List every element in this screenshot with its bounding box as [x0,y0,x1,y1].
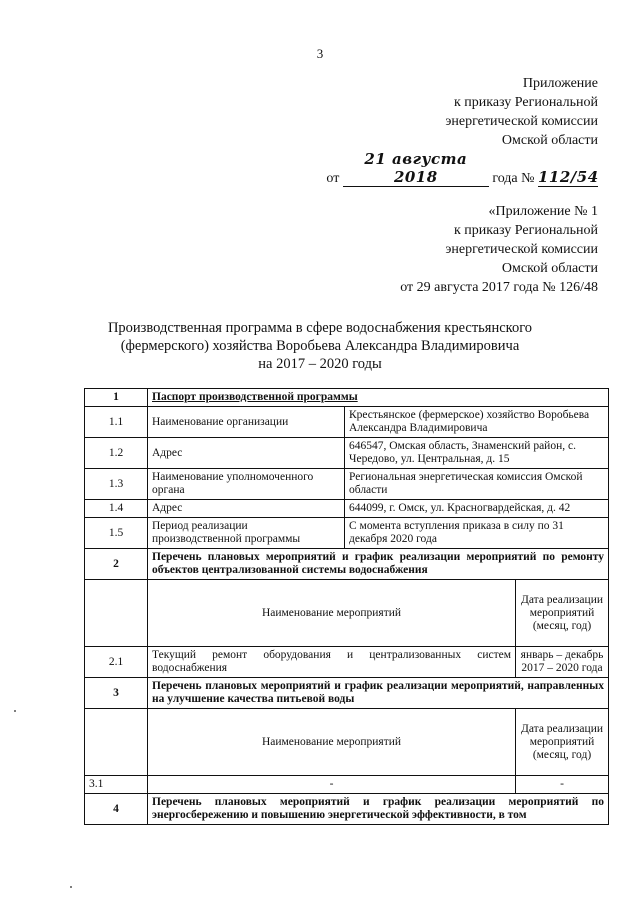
row-value: Региональная энергетическая комиссия Омской области [345,469,609,500]
table-row [85,647,609,678]
table-row [85,407,609,438]
approval-date-line [326,150,598,188]
table-row [85,469,609,500]
approval-from-label: от [326,171,340,186]
title-line: (фермерского) хозяйства Воробьева Александра Владимировича [120,338,520,354]
activity-name: - [148,776,516,794]
column-header-date: Дата реализации мероприятий (месяц, год) [516,580,609,647]
section-number: 4 [85,794,148,825]
row-label: Наименование уполномоченного органа [148,469,345,500]
section-header-row [85,389,609,407]
row-number: 1.3 [85,469,148,500]
row-value: 644099, г. Омск, ул. Красногвардейская, д. 42 [345,500,609,518]
section-title: Паспорт производственной программы [148,389,609,407]
empty-cell [85,580,148,647]
approval-line: Омской области [501,261,598,276]
approval-line: энергетической комиссии [445,114,598,129]
handwritten-date: 21 августа 2018 [343,150,489,187]
column-header-name: Наименование мероприятий [148,580,516,647]
section-title: Перечень плановых мероприятий и график реализации мероприятий, направленных на улучшение качества питьевой воды [148,678,609,709]
section-number: 2 [85,549,148,580]
row-value: Крестьянское (фермерское) хозяйство Воробьева Александра Владимировича [345,407,609,438]
production-program-table [84,388,609,825]
activity-date: январь – декабрь 2017 – 2020 года [516,647,609,678]
approval-year-label: года № [492,171,535,186]
approval-block-original [400,202,598,297]
document-title [60,319,580,373]
row-number: 1.4 [85,500,148,518]
handwritten-number: 112/54 [538,168,599,186]
section-title: Перечень плановых мероприятий и график реализации мероприятий по ремонту объектов централизованной системы водоснабжения [148,549,609,580]
row-label: Период реализации производственной программы [148,518,345,549]
approval-line: «Приложение № 1 [488,204,598,219]
activity-date: - [516,776,609,794]
approval-line: Приложение [522,76,598,91]
section-header-row [85,678,609,709]
approval-block-current [326,74,598,188]
activity-name: Текущий ремонт оборудования и централизованных систем водоснабжения [148,647,516,678]
row-value: 646547, Омская область, Знаменский район, с. Чередово, ул. Центральная, д. 15 [345,438,609,469]
row-value: С момента вступления приказа в силу по 31 декабря 2020 года [345,518,609,549]
title-line: на 2017 – 2020 годы [258,356,382,372]
scan-speck [14,710,16,712]
column-header-date: Дата реализации мероприятий (месяц, год) [516,709,609,776]
section-number: 3 [85,678,148,709]
table-row [85,438,609,469]
approval-line: к приказу Региональной [453,95,598,110]
approval-line: Омской области [501,133,598,148]
table-row [85,500,609,518]
approval-line: от 29 августа 2017 года № 126/48 [400,280,598,295]
section-title: Перечень плановых мероприятий и график реализации мероприятий по энергосбережению и повышению энергетической эффективности, в том [148,794,609,825]
column-header-name: Наименование мероприятий [148,709,516,776]
row-label: Адрес [148,438,345,469]
section-header-row [85,549,609,580]
scan-speck [70,886,72,888]
row-number: 1.5 [85,518,148,549]
empty-cell [85,709,148,776]
row-number: 3.1 [85,776,148,794]
section-header-row [85,794,609,825]
page-number: 3 [316,46,324,61]
table-row [85,518,609,549]
column-header-row [85,580,609,647]
approval-line: к приказу Региональной [453,223,598,238]
row-label: Адрес [148,500,345,518]
table-row [85,776,609,794]
column-header-row [85,709,609,776]
title-line: Производственная программа в сфере водоснабжения крестьянского [107,320,533,336]
row-number: 1.1 [85,407,148,438]
approval-line: энергетической комиссии [445,242,598,257]
row-label: Наименование организации [148,407,345,438]
row-number: 2.1 [85,647,148,678]
section-number: 1 [85,389,148,407]
row-number: 1.2 [85,438,148,469]
